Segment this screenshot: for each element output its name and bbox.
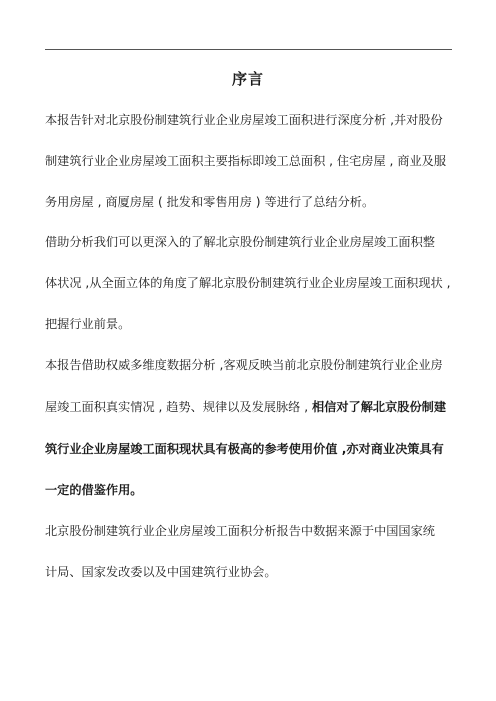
paragraph-line: 把握行业前景。 <box>45 317 131 331</box>
header-rule <box>45 49 452 50</box>
paragraph-line: 借助分析我们可以更深入的了解北京股份制建筑行业企业房屋竣工面积整 <box>45 235 435 249</box>
paragraph-line: 本报告针对北京股份制建筑行业企业房屋竣工面积进行深度分析 ,并对股份 <box>45 113 443 127</box>
paragraph-line: 制建筑行业企业房屋竣工面积主要指标即竣工总面积 , 住宅房屋 , 商业及服 <box>45 154 447 168</box>
paragraph-line: 北京股份制建筑行业企业房屋竣工面积分析报告中数据来源于中国国家统 <box>45 524 435 538</box>
paragraph-line-mixed <box>45 399 465 415</box>
emphasized-text: 相信对了解北京股份制建 <box>312 400 447 414</box>
emphasized-line: 筑行业企业房屋竣工面积现状具有极高的参考使用价值 ,亦对商业决策具有 <box>45 442 444 456</box>
page-title: 序言 <box>231 70 264 88</box>
paragraph-line: 本报告借助权威多维度数据分析 ,客观反映当前北京股份制建筑行业企业房 <box>45 358 443 372</box>
paragraph-line: 体状况 ,从全面立体的角度了解北京股份制建筑行业企业房屋竣工面积现状 , <box>45 276 451 290</box>
emphasized-line: 一定的借鉴作用。 <box>45 483 143 497</box>
paragraph-line: 务用房屋 , 商厦房屋 ( 批发和零售用房 ) 等进行了总结分析。 <box>45 195 375 209</box>
normal-text: 屋竣工面积真实情况 , 趋势、规律以及发展脉络 , <box>45 400 312 414</box>
paragraph-line: 计局、国家发改委以及中国建筑行业协会。 <box>45 565 277 579</box>
